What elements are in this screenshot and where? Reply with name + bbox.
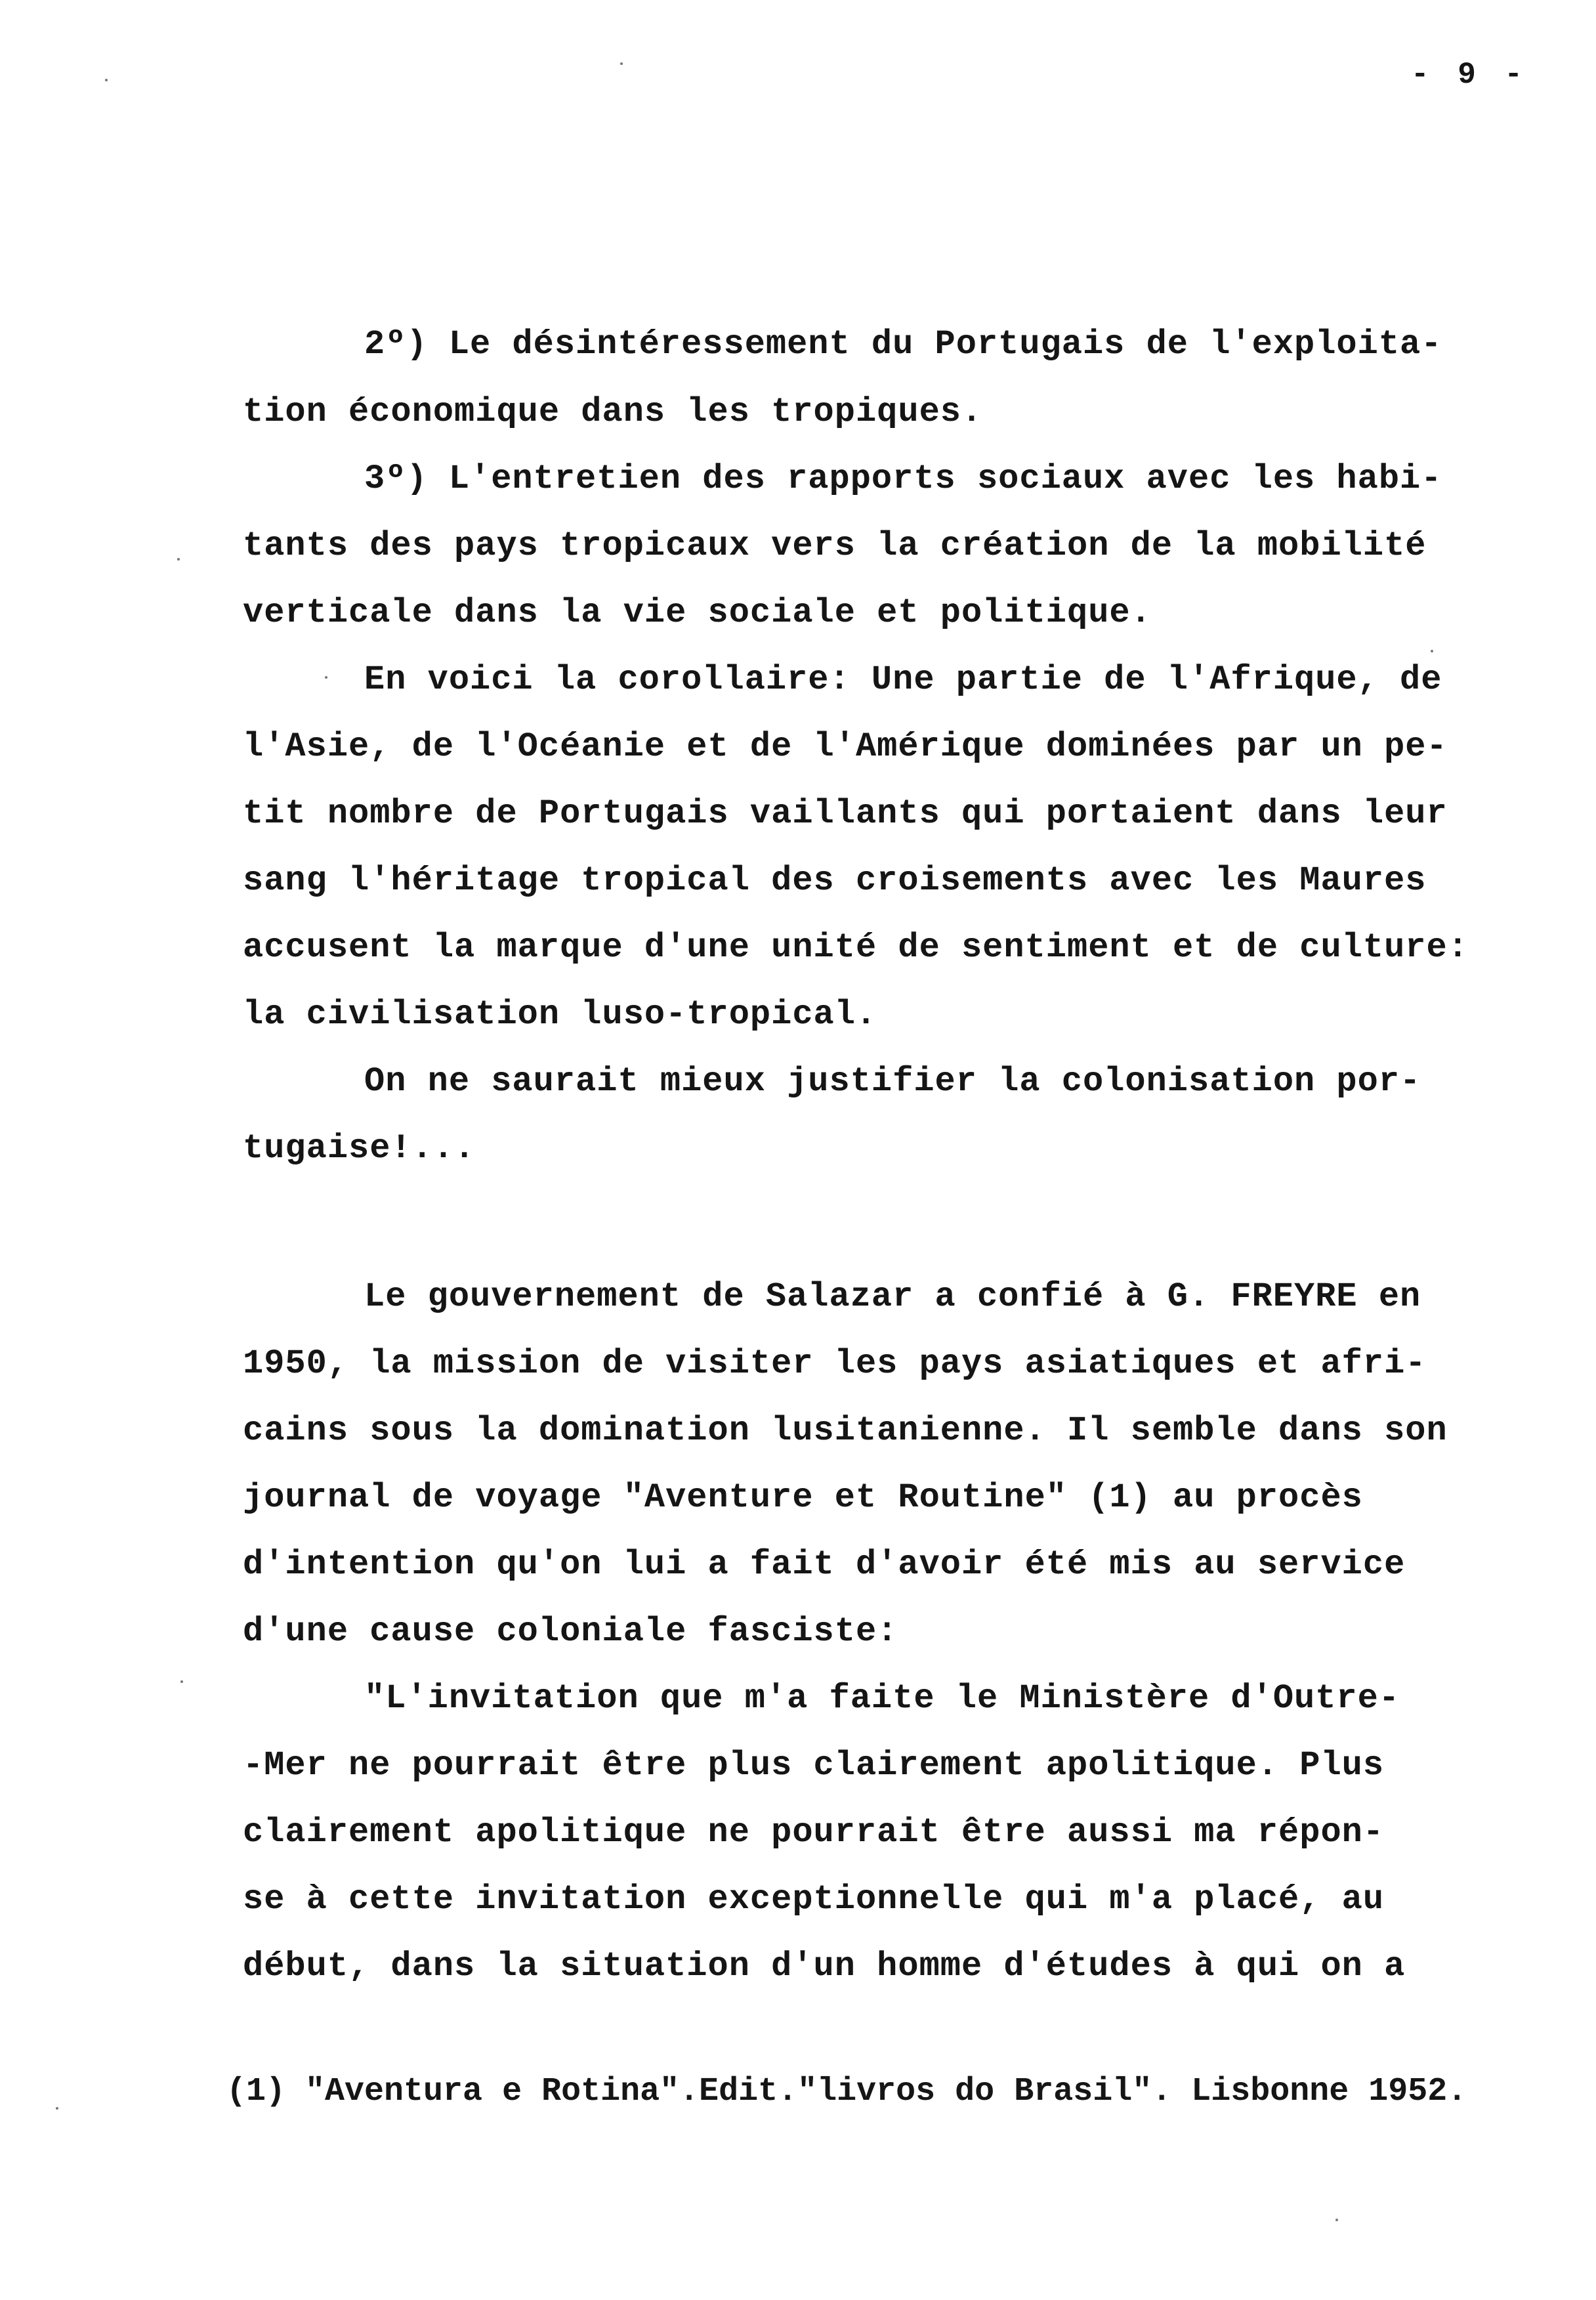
scan-speck [180, 1680, 183, 1683]
text-line: On ne saurait mieux justifier la colonisation por- [364, 1062, 1421, 1101]
text-line: accusent la marque d'une unité de sentiment et de culture: [243, 928, 1469, 967]
footnote: (1) "Aventura e Rotina".Edit."livros do Brasil". Lisbonne 1952. [226, 2073, 1467, 2110]
text-line: d'une cause coloniale fasciste: [243, 1612, 898, 1651]
text-line: "L'invitation que m'a faite le Ministère d'Outre- [364, 1679, 1400, 1718]
scan-speck [177, 558, 180, 561]
text-line: -Mer ne pourrait être plus clairement apolitique. Plus [243, 1746, 1385, 1785]
text-line: 3º) L'entretien des rapports sociaux avec les habi- [364, 459, 1442, 498]
scan-speck [56, 2107, 58, 2110]
text-line: 1950, la mission de visiter les pays asiatiques et afri- [243, 1344, 1427, 1383]
text-line: Le gouvernement de Salazar a confié à G. FREYRE en [364, 1277, 1421, 1316]
text-line: 2º) Le désintéressement du Portugais de l'exploita- [364, 325, 1442, 364]
scan-speck [620, 62, 623, 65]
text-line: tants des pays tropicaux vers la création de la mobilité [243, 526, 1427, 565]
text-line: journal de voyage "Aventure et Routine" (1) au procès [243, 1478, 1363, 1517]
text-line: cains sous la domination lusitanienne. Il semble dans son [243, 1411, 1448, 1450]
text-line: d'intention qu'on lui a fait d'avoir été mis au service [243, 1545, 1406, 1584]
text-line: l'Asie, de l'Océanie et de l'Amérique dominées par un pe- [243, 727, 1448, 766]
text-line: tugaise!... [243, 1129, 476, 1168]
text-line: la civilisation luso-tropical. [243, 995, 877, 1034]
scan-speck [1335, 2219, 1338, 2221]
text-line: En voici la corollaire: Une partie de l'Afrique, de [364, 660, 1442, 699]
text-line: se à cette invitation exceptionnelle qui m'a placé, au [243, 1880, 1385, 1919]
text-line: tit nombre de Portugais vaillants qui portaient dans leur [243, 794, 1448, 833]
text-line: verticale dans la vie sociale et politique. [243, 593, 1152, 632]
scan-speck [105, 79, 108, 81]
text-line: début, dans la situation d'un homme d'études à qui on a [243, 1947, 1406, 1986]
text-line: tion économique dans les tropiques. [243, 393, 983, 431]
scan-speck [1431, 650, 1433, 652]
text-line: clairement apolitique ne pourrait être aussi ma répon- [243, 1813, 1385, 1852]
text-line: sang l'héritage tropical des croisements avec les Maures [243, 861, 1427, 900]
page-number: - 9 - [1411, 58, 1528, 92]
scan-speck [325, 676, 327, 679]
